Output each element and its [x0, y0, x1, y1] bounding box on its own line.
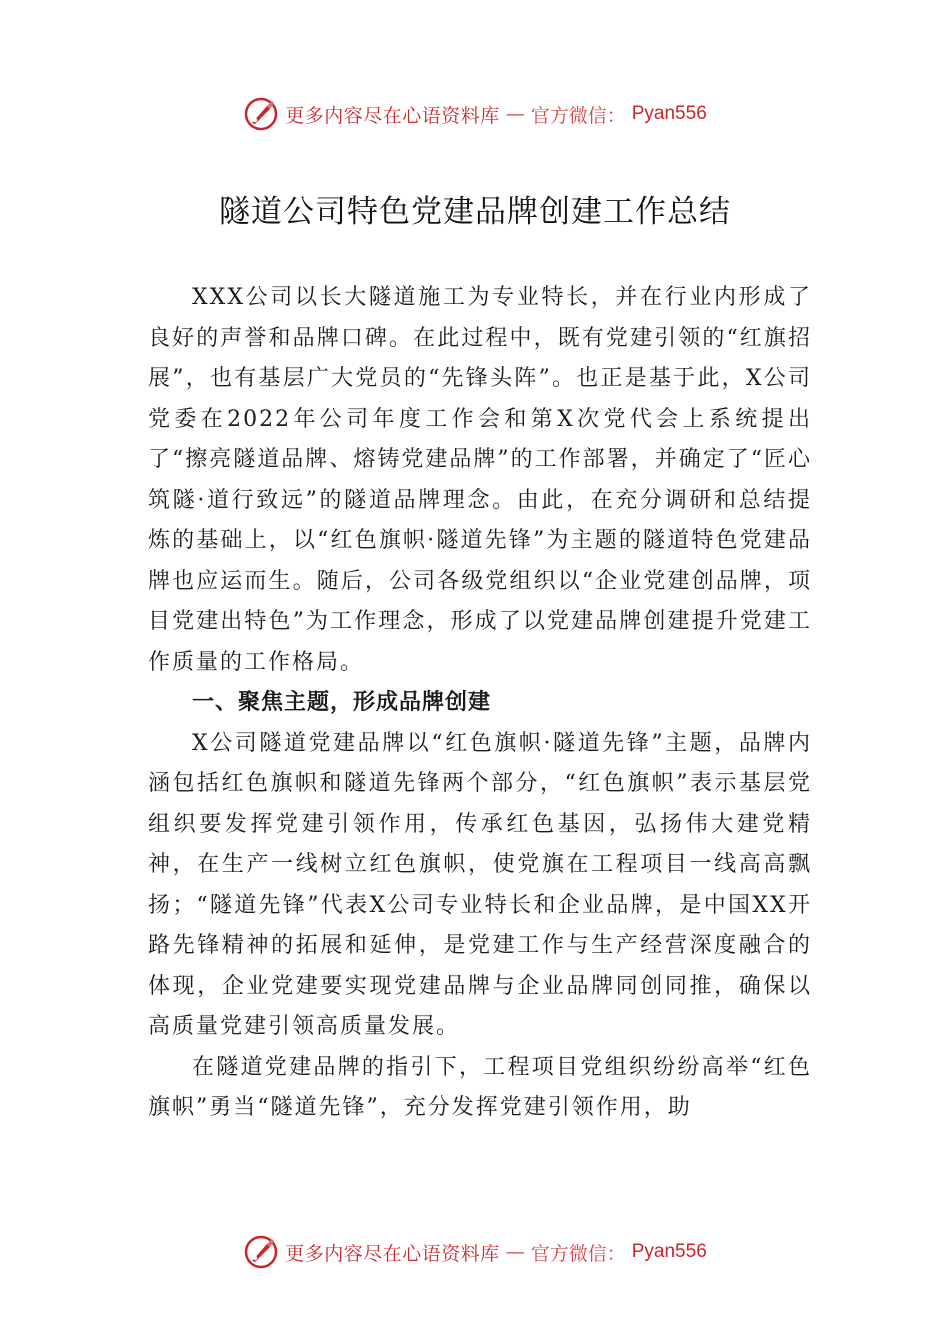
banner-wechat-label: 官方微信：	[530, 1242, 626, 1265]
banner-label: 更多内容尽在心语资料库	[285, 104, 500, 127]
banner-wechat-label: 官方微信：	[530, 104, 626, 127]
banner-label: 更多内容尽在心语资料库	[285, 1242, 500, 1265]
footer-banner	[0, 1232, 950, 1272]
intro-paragraph: XXX公司以长大隧道施工为专业特长，并在行业内形成了良好的声誉和品牌口碑。在此过程中，既有党建引领的“红旗招展”，也有基层广大党员的“先锋头阵”。也正是基于此，X公司党委在2022年公司年度工作会和第X次党代会上系统提出了“擦亮隧道品牌、熔铸党建品牌”的工作部署，并确定了“匠心筑隧·道行致远”的隧道品牌理念。由此，在充分调研和总结提炼的基础上，以“红色旗帜·隧道先锋”为主题的隧道特色党建品牌也应运而生。随后，公司各级党组织以“企业党建创品牌，项目党建出特色”为工作理念，形成了以党建品牌创建提升党建工作质量的工作格局。	[148, 285, 812, 675]
banner-wechat-id: Pyan556	[631, 1241, 707, 1262]
document-title: 隧道公司特色党建品牌创建工作总结	[219, 194, 731, 230]
banner-separator: —	[505, 1241, 525, 1263]
section-paragraph: X公司隧道党建品牌以“红色旗帜·隧道先锋”主题，品牌内涵包括红色旗帜和隧道先锋两个部分，“红色旗帜”表示基层党组织要发挥党建引领作用，传承红色基因，弘扬伟大建党精神，在生产一线树立红色旗帜，使党旗在工程项目一线高高飘扬；“隧道先锋”代表X公司专业特长和企业品牌，是中国XX开路先锋精神的拓展和延伸，是党建工作与生产经营深度融合的体现，企业党建要实现党建品牌与企业品牌同创同推，确保以高质量党建引领高质量发展。	[148, 730, 812, 1039]
section-paragraph: 在隧道党建品牌的指引下，工程项目党组织纷纷高举“红色旗帜”勇当“隧道先锋”，充分发挥党建引领作用，助	[148, 1054, 812, 1120]
quill-pen-icon	[243, 1234, 279, 1270]
header-banner	[0, 94, 950, 134]
banner-separator: —	[505, 103, 525, 125]
quill-pen-icon	[243, 96, 279, 132]
document-body	[148, 278, 812, 1129]
banner-wechat-id: Pyan556	[631, 103, 707, 124]
section-heading: 一、聚焦主题，形成品牌创建	[192, 690, 492, 715]
